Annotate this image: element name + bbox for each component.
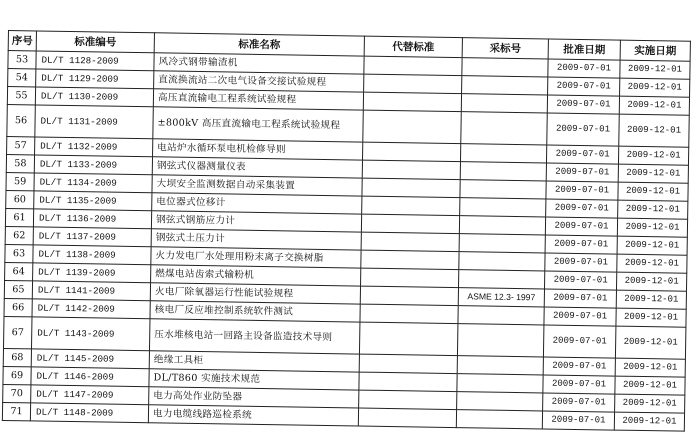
row-adopted-standard <box>460 180 546 199</box>
row-adopted-standard <box>457 356 543 375</box>
row-standard-name: 高压直流输电工程系统试验规程 <box>153 89 363 110</box>
row-standard-name: 火电厂除氧器运行性能试验规程 <box>150 283 360 304</box>
row-standard-name: DL/T860 实施技术规范 <box>149 369 359 390</box>
header-implementation-date: 实施日期 <box>620 40 690 61</box>
row-seq: 56 <box>7 104 35 136</box>
row-implementation-date: 2009-12-01 <box>618 146 688 165</box>
row-seq: 63 <box>5 244 33 262</box>
row-adopted-standard <box>460 162 546 181</box>
row-standard-name: 绝缘工具柜 <box>149 351 359 372</box>
row-replaced-standard <box>359 390 457 410</box>
row-standard-number: DL/T 1135-2009 <box>34 191 152 211</box>
row-replaced-standard <box>359 354 457 374</box>
row-approval-date: 2009-07-01 <box>546 181 618 200</box>
row-adopted-standard <box>459 252 545 271</box>
header-adopted-standard: 采标号 <box>462 38 548 59</box>
row-replaced-standard <box>364 56 462 76</box>
row-standard-name: ±800kV 高压直流输电工程系统试验规程 <box>153 107 363 142</box>
row-adopted-standard <box>460 144 546 163</box>
row-implementation-date: 2009-12-01 <box>620 60 690 79</box>
row-replaced-standard <box>360 304 458 324</box>
row-standard-name: 钢弦式钢筋应力计 <box>151 211 361 232</box>
row-standard-number: DL/T 1129-2009 <box>36 69 154 89</box>
standards-table-sheet <box>2 30 683 444</box>
row-implementation-date: 2009-12-01 <box>619 96 689 115</box>
row-seq: 70 <box>3 384 31 402</box>
row-standard-number: DL/T 1145-2009 <box>31 349 149 369</box>
row-implementation-date: 2009-12-01 <box>615 376 685 395</box>
row-seq: 67 <box>3 316 31 348</box>
row-implementation-date: 2009-12-01 <box>617 236 687 255</box>
row-standard-number: DL/T 1139-2009 <box>33 263 151 283</box>
row-standard-number: DL/T 1130-2009 <box>35 87 153 107</box>
row-seq: 68 <box>3 348 31 366</box>
row-replaced-standard <box>363 92 461 112</box>
row-adopted-standard: ASME 12.3- 1997 <box>458 288 544 307</box>
row-standard-number: DL/T 1143-2009 <box>31 317 149 351</box>
row-adopted-standard <box>457 374 543 393</box>
row-standard-name: 电站炉水循环泵电机检修导则 <box>153 139 363 160</box>
row-seq: 62 <box>5 226 33 244</box>
row-approval-date: 2009-07-01 <box>543 393 615 412</box>
row-seq: 53 <box>8 51 36 69</box>
row-adopted-standard <box>459 234 545 253</box>
row-standard-number: DL/T 1136-2009 <box>33 209 151 229</box>
row-approval-date: 2009-07-01 <box>548 59 620 78</box>
row-standard-number: DL/T 1141-2009 <box>32 281 150 301</box>
row-approval-date: 2009-07-01 <box>542 411 614 430</box>
row-standard-number: DL/T 1138-2009 <box>33 245 151 265</box>
row-standard-name: 大坝安全监测数据自动采集装置 <box>152 175 362 196</box>
row-standard-name: 压水堆核电站一回路主设备监造技术导则 <box>149 319 359 354</box>
row-approval-date: 2009-07-01 <box>543 357 615 376</box>
row-standard-number: DL/T 1148-2009 <box>30 403 148 423</box>
row-replaced-standard <box>361 232 459 252</box>
row-standard-number: DL/T 1146-2009 <box>31 367 149 387</box>
row-seq: 57 <box>7 136 35 154</box>
row-replaced-standard <box>358 408 456 428</box>
row-seq: 71 <box>2 402 30 420</box>
row-replaced-standard <box>361 214 459 234</box>
row-replaced-standard <box>360 286 458 306</box>
row-standard-number: DL/T 1128-2009 <box>36 51 154 71</box>
row-implementation-date: 2009-12-01 <box>618 200 688 219</box>
row-replaced-standard <box>363 142 461 162</box>
row-standard-number: DL/T 1132-2009 <box>35 137 153 157</box>
row-adopted-standard <box>457 324 543 357</box>
row-implementation-date: 2009-12-01 <box>618 182 688 201</box>
row-implementation-date: 2009-12-01 <box>617 218 687 237</box>
row-standard-number: DL/T 1147-2009 <box>31 385 149 405</box>
row-adopted-standard <box>462 58 548 77</box>
row-standard-number: DL/T 1137-2009 <box>33 227 151 247</box>
row-replaced-standard <box>363 110 461 144</box>
row-approval-date: 2009-07-01 <box>547 113 619 146</box>
row-standard-name: 钢弦式仪器测量仪表 <box>152 157 362 178</box>
row-approval-date: 2009-07-01 <box>544 307 616 326</box>
header-seq: 序号 <box>8 31 36 51</box>
header-standard-name: 标准名称 <box>154 33 364 56</box>
row-implementation-date: 2009-12-01 <box>616 308 686 327</box>
row-seq: 69 <box>3 366 31 384</box>
row-adopted-standard <box>459 216 545 235</box>
row-seq: 64 <box>5 262 33 280</box>
row-standard-name: 直流换流站二次电气设备交接试验规程 <box>154 71 364 92</box>
row-standard-name: 电力电缆线路巡检系统 <box>148 405 358 426</box>
row-seq: 58 <box>6 154 34 172</box>
row-standard-name: 钢弦式土压力计 <box>151 229 361 250</box>
row-standard-name: 电位器式位移计 <box>152 193 362 214</box>
row-adopted-standard <box>456 410 542 429</box>
row-replaced-standard <box>364 74 462 94</box>
row-adopted-standard <box>461 94 547 113</box>
row-standard-number: DL/T 1134-2009 <box>34 173 152 193</box>
row-standard-number: DL/T 1133-2009 <box>34 155 152 175</box>
row-seq: 60 <box>6 190 34 208</box>
row-seq: 65 <box>4 280 32 298</box>
row-replaced-standard <box>359 372 457 392</box>
row-approval-date: 2009-07-01 <box>544 271 616 290</box>
row-approval-date: 2009-07-01 <box>546 145 618 164</box>
row-standard-name: 风冷式钢带输渣机 <box>154 53 364 74</box>
row-seq: 66 <box>4 298 32 316</box>
row-seq: 54 <box>8 69 36 87</box>
row-approval-date: 2009-07-01 <box>543 325 615 358</box>
row-approval-date: 2009-07-01 <box>545 235 617 254</box>
row-approval-date: 2009-07-01 <box>546 163 618 182</box>
row-standard-number: DL/T 1131-2009 <box>35 105 153 139</box>
row-implementation-date: 2009-12-01 <box>615 394 685 413</box>
row-implementation-date: 2009-12-01 <box>614 412 684 431</box>
row-implementation-date: 2009-12-01 <box>616 290 686 309</box>
row-implementation-date: 2009-12-01 <box>618 164 688 183</box>
row-approval-date: 2009-07-01 <box>547 95 619 114</box>
row-seq: 59 <box>6 172 34 190</box>
row-implementation-date: 2009-12-01 <box>616 272 686 291</box>
row-seq: 55 <box>7 87 35 105</box>
row-replaced-standard <box>361 268 459 288</box>
header-approval-date: 批准日期 <box>548 39 620 60</box>
row-approval-date: 2009-07-01 <box>546 199 618 218</box>
header-replaced-standard: 代替标准 <box>364 36 462 58</box>
row-adopted-standard <box>462 76 548 95</box>
row-implementation-date: 2009-12-01 <box>615 358 685 377</box>
row-implementation-date: 2009-12-01 <box>620 78 690 97</box>
row-replaced-standard <box>362 178 460 198</box>
row-replaced-standard <box>361 250 459 270</box>
row-standard-name: 火力发电厂水处理用粉末离子交换树脂 <box>151 247 361 268</box>
row-implementation-date: 2009-12-01 <box>615 326 685 359</box>
row-adopted-standard <box>457 392 543 411</box>
row-standard-name: 燃煤电站齿索式输粉机 <box>151 265 361 286</box>
row-replaced-standard <box>362 196 460 216</box>
row-implementation-date: 2009-12-01 <box>619 114 689 147</box>
row-replaced-standard <box>362 160 460 180</box>
row-approval-date: 2009-07-01 <box>543 375 615 394</box>
row-adopted-standard <box>460 198 546 217</box>
row-adopted-standard <box>458 306 544 325</box>
row-standard-name: 核电厂反应堆控制系统软件测试 <box>150 301 360 322</box>
row-seq: 61 <box>5 208 33 226</box>
table-body <box>2 51 690 432</box>
row-approval-date: 2009-07-01 <box>545 217 617 236</box>
row-adopted-standard <box>461 112 547 145</box>
row-standard-name: 电力高处作业防坠器 <box>149 387 359 408</box>
standards-table <box>2 30 691 432</box>
row-approval-date: 2009-07-01 <box>548 77 620 96</box>
row-approval-date: 2009-07-01 <box>544 289 616 308</box>
row-replaced-standard <box>359 322 457 356</box>
row-standard-number: DL/T 1142-2009 <box>32 299 150 319</box>
header-standard-number: 标准编号 <box>36 31 154 53</box>
row-adopted-standard <box>459 270 545 289</box>
row-approval-date: 2009-07-01 <box>545 253 617 272</box>
row-implementation-date: 2009-12-01 <box>617 254 687 273</box>
